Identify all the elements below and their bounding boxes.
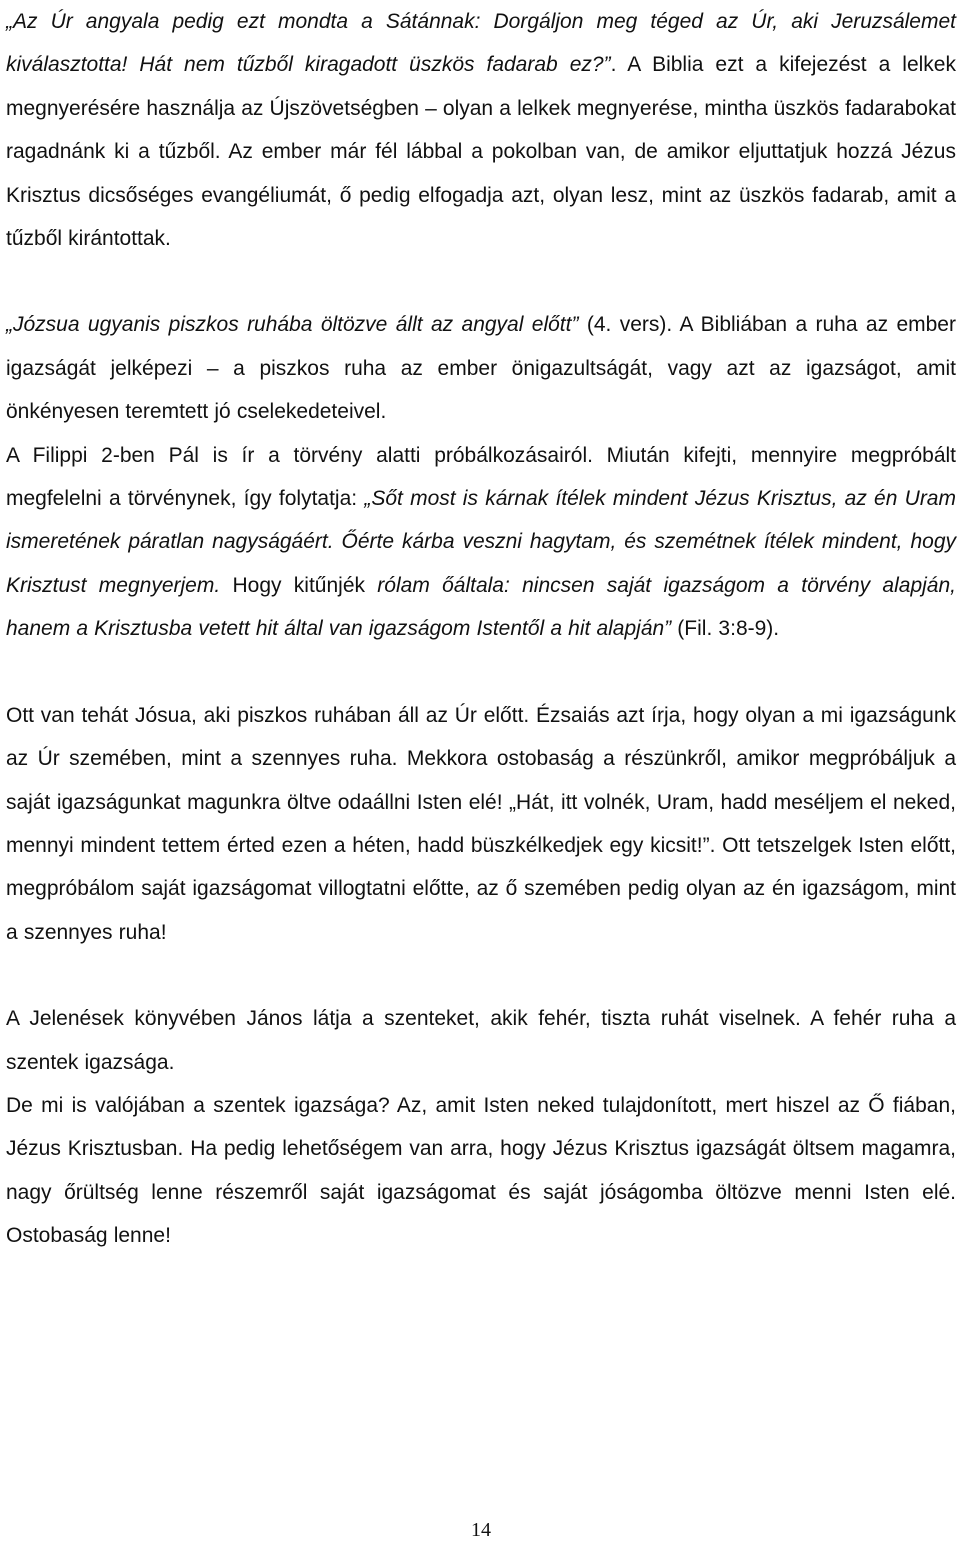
paragraph-3-intro: A Filippi 2-ben Pál is ír a törvény alatti próbálkozásairól. Miután kifejti, mennyire megpróbált megfelelni a törvénynek, így folytatja: xyxy=(6,443,956,511)
paragraph-gap xyxy=(6,651,956,694)
quote-philippians-2: rólam őáltala: nincsen saját igazságom a törvény alapján, hanem a Krisztusba vetett hit által van igazságom Istentől a hit alapján” xyxy=(6,573,956,641)
paragraph-2 xyxy=(6,303,956,433)
page-number: 14 xyxy=(471,1519,491,1541)
quote-joshua: „Józsua ugyanis piszkos ruhába öltözve állt az angyal előtt” xyxy=(6,313,579,337)
paragraph-4: Ott van tehát Jósua, aki piszkos ruhában áll az Úr előtt. Ézsaiás azt írja, hogy olyan a mi igazságunk az Úr szemében, mint a szennyes ruha. Mekkora ostobaság a részünkről, amikor megpróbáljuk a saját igazságunkat magunkra öltve odaállni Isten elé! „Hát, itt volnék, Uram, hadd meséljem el neked, mennyi mindent tettem érted ezen a héten, hadd büszkélkedjek egy kicsit!”. Ott tetszelgek Isten előtt, megpróbálom saját igazságomat villogtatni előtte, az ő szemében pedig olyan az én igazságom, mint a szennyes ruha! xyxy=(6,703,956,944)
paragraph-3-reference: (Fil. 3:8-9). xyxy=(671,617,780,641)
document-page xyxy=(6,0,956,1545)
paragraph-1 xyxy=(6,0,956,260)
paragraph-2-text: (4. vers). A Bibliában a ruha az ember igazságát jelképezi – a piszkos ruha az ember önigazultságát, vagy azt az igazságot, amit önkényesen teremtett jó cselekedeteivel. xyxy=(6,313,956,424)
paragraph-gap xyxy=(6,954,956,997)
paragraph-6: De mi is valójában a szentek igazsága? Az, amit Isten neked tulajdonított, mert hiszel az Ő fiában, Jézus Krisztusban. Ha pedig lehetőségem van arra, hogy Jézus Krisztus igazságát öltsem magamra, nagy őrültség lenne részemről saját igazságomat és saját jóságomba öltözve menni Isten elé. Ostobaság lenne! xyxy=(6,1093,956,1248)
quote-philippians-1: „Sőt most is kárnak ítélek mindent Jézus Krisztus, az én Uram ismeretének páratlan nagyságáért. Őérte kárba veszni hagytam, és szemétnek ítélek mindent, hogy Krisztust megnyerjem. xyxy=(6,487,956,597)
paragraph-3 xyxy=(6,434,956,651)
paragraph-3-mid: Hogy kitűnjék xyxy=(220,573,378,597)
paragraph-5: A Jelenések könyvében János látja a szenteket, akik fehér, tiszta ruhát viselnek. A fehér ruha a szentek igazsága. xyxy=(6,1007,956,1074)
quote-zechariah: „Az Úr angyala pedig ezt mondta a Sátánnak: Dorgáljon meg téged az Úr, aki Jeruzsálemet kiválasztotta! Hát nem tűzből kiragadott üszkös fadarab ez?” xyxy=(6,10,956,77)
paragraph-1-text: . A Biblia ezt a kifejezést a lelkek megnyerésére használja az Újszövetségben – olyan a lelkek megnyerése, mintha üszkös fadarabokat ragadnánk ki a tűzből. Az ember már fél lábbal a pokolban van, de amikor eljuttatjuk hozzá Jézus Krisztus dicsőséges evangéliumát, ő pedig elfogadja azt, olyan lesz, mint az üszkös fadarab, amit a tűzből kirántottak. xyxy=(6,53,956,251)
paragraph-gap xyxy=(6,260,956,303)
